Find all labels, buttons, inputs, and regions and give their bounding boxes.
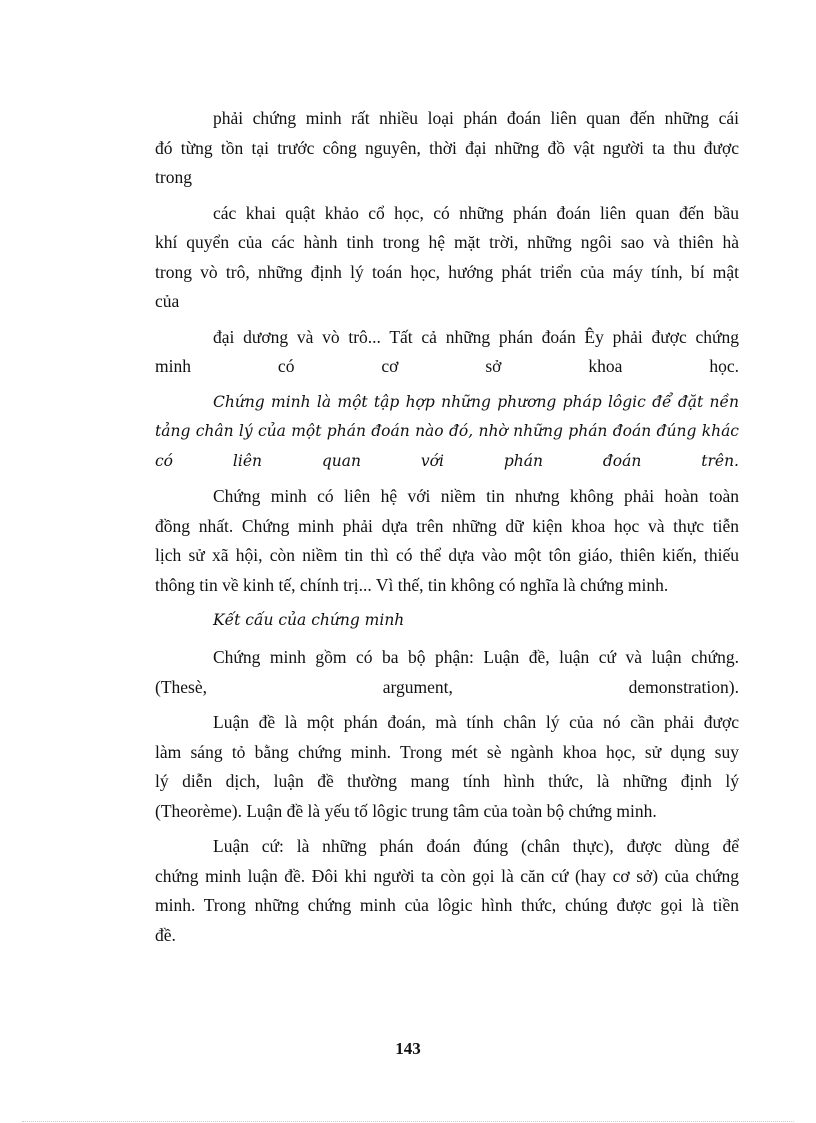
text-line: làm sáng tỏ bằng chứng minh. Trong mét sè ngành khoa học, sử dụng suy bbox=[155, 741, 739, 762]
text-line: các khai quật khảo cổ học, có những phán đoán liên quan đến bầu bbox=[213, 202, 739, 223]
text-line: chứng minh luận đề. Đôi khi người ta còn gọi là căn cứ (hay cơ sở) của chứng bbox=[155, 865, 739, 886]
text-line: có liên quan với phán đoán trên. bbox=[155, 451, 739, 470]
text-line: Luận đề là một phán đoán, mà tính chân lý của nó cần phải được bbox=[213, 712, 739, 732]
document-body bbox=[155, 104, 739, 956]
text-line: đề. bbox=[155, 924, 176, 945]
text-line: Chứng minh là một tập hợp những phương pháp lôgic để đặt nền bbox=[213, 392, 739, 411]
paragraph-3 bbox=[155, 323, 739, 382]
section-heading: Kết cấu của chứng minh bbox=[213, 611, 405, 629]
text-line: trong bbox=[155, 167, 192, 187]
text-line: Luận cứ: là những phán đoán đúng (chân thực), được dùng để bbox=[213, 836, 739, 856]
text-line: trong vò trô, những định lý toán học, hướng phát triển của máy tính, bí mật bbox=[155, 261, 739, 282]
text-line: (Theorème). Luận đề là yếu tố lôgic trung tâm của toàn bộ chứng minh. bbox=[155, 800, 657, 821]
text-line: lịch sử xã hội, còn niềm tin thì có thể dựa vào một tôn giáo, thiên kiến, thiếu bbox=[155, 545, 739, 565]
text-line: tảng chân lý của một phán đoán nào đó, nhờ những phán đoán đúng khác bbox=[155, 422, 739, 440]
paragraph-8 bbox=[155, 708, 739, 826]
text-line: lý diễn dịch, luận đề thường mang tính hình thức, là những định lý bbox=[155, 771, 739, 791]
paragraph-2 bbox=[155, 199, 739, 317]
text-line: Chứng minh có liên hệ với niềm tin nhưng không phải hoàn toàn bbox=[213, 486, 739, 506]
text-line: thông tin về kinh tế, chính trị... Vì thế, tin không có nghĩa là chứng minh. bbox=[155, 574, 669, 595]
paragraph-9 bbox=[155, 832, 739, 950]
paragraph-1 bbox=[155, 104, 739, 193]
page-bottom-divider bbox=[22, 1121, 794, 1122]
text-line: đó từng tồn tại trước công nguyên, thời đại những đồ vật người ta thu được bbox=[155, 137, 739, 158]
paragraph-7 bbox=[155, 643, 739, 702]
text-line: khí quyển của các hành tinh trong hệ mặt trời, những ngôi sao và thiên hà bbox=[155, 232, 739, 252]
text-line: Chứng minh gồm có ba bộ phận: Luận đề, luận cứ và luận chứng. bbox=[213, 647, 739, 667]
paragraph-5 bbox=[155, 482, 739, 600]
text-line: phải chứng minh rất nhiều loại phán đoán liên quan đến những cái bbox=[213, 108, 739, 128]
page-number: 143 bbox=[395, 1039, 421, 1058]
text-line: minh có cơ sở khoa học. bbox=[155, 356, 739, 376]
text-line: của bbox=[155, 291, 180, 311]
text-line: (Thesè, argument, demonstration). bbox=[155, 676, 739, 697]
paragraph-definition bbox=[155, 388, 739, 477]
text-line: đại dương và vò trô... Tất cả những phán đoán Êy phải được chứng bbox=[213, 326, 739, 347]
text-line: minh. Trong những chứng minh của lôgic hình thức, chúng được gọi là tiền bbox=[155, 895, 739, 915]
text-line: đồng nhất. Chứng minh phải dựa trên những dữ kiện khoa học và thực tiễn bbox=[155, 515, 739, 536]
